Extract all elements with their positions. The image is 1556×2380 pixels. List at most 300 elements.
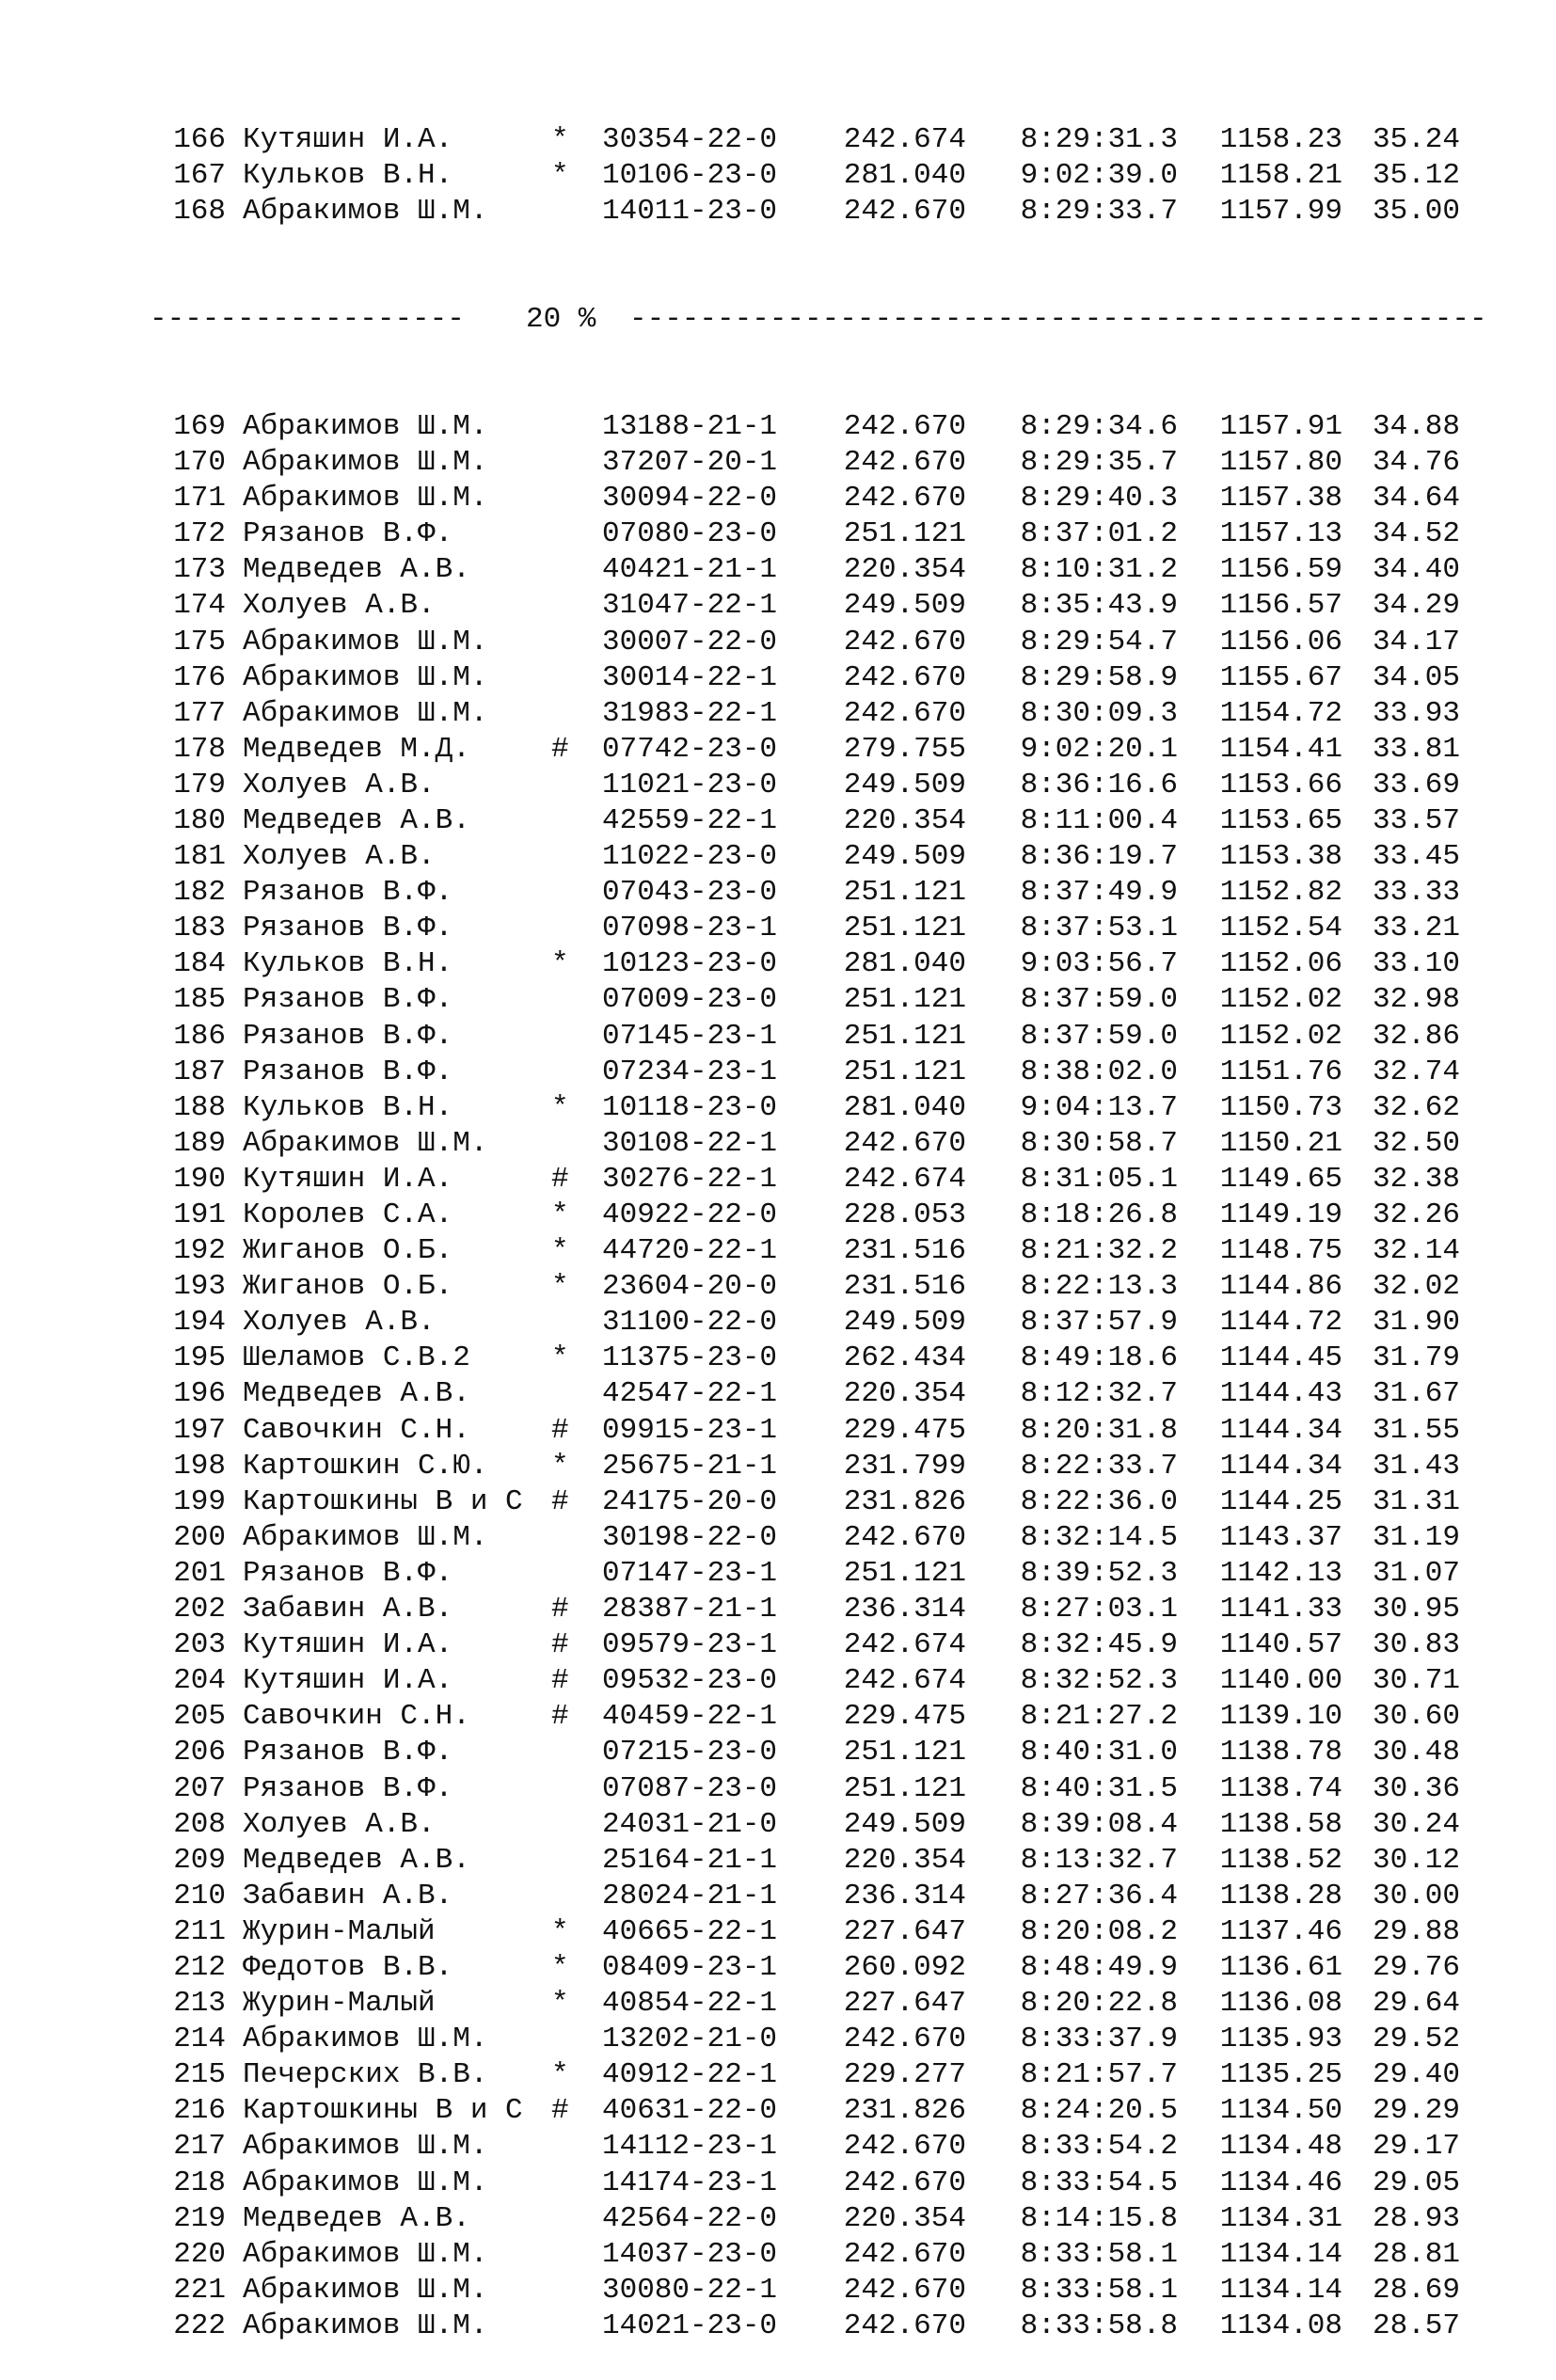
mark-symbol: * (551, 1090, 569, 1124)
ring-number: 42564-22-0 (602, 2201, 778, 2235)
distance: 242.670 (843, 409, 966, 443)
arrival-time: 8:22:36.0 (1020, 1484, 1178, 1518)
arrival-time: 8:21:32.2 (1020, 1234, 1178, 1268)
fancier-name: Рязанов В.Ф. (243, 1055, 453, 1088)
place-number: 185 (173, 983, 226, 1017)
place-number: 219 (173, 2201, 226, 2235)
place-number: 172 (173, 517, 226, 551)
ring-number: 13188-21-1 (602, 409, 778, 443)
ring-number: 30276-22-1 (602, 1162, 778, 1196)
arrival-time: 8:33:58.8 (1020, 2309, 1178, 2342)
arrival-time: 8:20:22.8 (1020, 1987, 1178, 2021)
speed: 1158.21 (1219, 159, 1342, 193)
points: 28.81 (1372, 2237, 1460, 2271)
table-row (151, 1126, 1509, 1162)
distance: 251.121 (843, 1055, 966, 1088)
arrival-time: 8:30:09.3 (1020, 696, 1178, 730)
table-row (151, 1592, 1509, 1627)
place-number: 170 (173, 446, 226, 480)
distance: 242.670 (843, 1126, 966, 1160)
distance: 251.121 (843, 983, 966, 1017)
speed: 1144.34 (1219, 1413, 1342, 1447)
mark-symbol: * (551, 2058, 569, 2092)
distance: 249.509 (843, 1306, 966, 1340)
place-number: 216 (173, 2094, 226, 2128)
ring-number: 14112-23-1 (602, 2130, 778, 2164)
distance: 228.053 (843, 1198, 966, 1231)
ring-number: 07147-23-1 (602, 1556, 778, 1590)
distance: 242.670 (843, 660, 966, 694)
fancier-name: Королев С.А. (243, 1198, 453, 1231)
fancier-name: Холуев А.В. (243, 589, 436, 623)
table-row (151, 1627, 1509, 1663)
table-row (151, 839, 1509, 875)
fancier-name: Журин-Малый (243, 1914, 436, 1948)
table-row (151, 946, 1509, 982)
fancier-name: Рязанов В.Ф. (243, 912, 453, 945)
arrival-time: 8:30:58.7 (1020, 1126, 1178, 1160)
distance: 251.121 (843, 1736, 966, 1769)
ring-number: 10118-23-0 (602, 1090, 778, 1124)
points: 32.26 (1372, 1198, 1460, 1231)
distance: 249.509 (843, 768, 966, 801)
distance: 220.354 (843, 1843, 966, 1877)
fancier-name: Кульков В.Н. (243, 159, 453, 193)
table-row (151, 194, 1509, 230)
fancier-name: Печерских В.В. (243, 2058, 488, 2092)
distance: 251.121 (843, 1771, 966, 1805)
ring-number: 30354-22-0 (602, 123, 778, 157)
ring-number: 42547-22-1 (602, 1377, 778, 1411)
points: 33.21 (1372, 912, 1460, 945)
place-number: 177 (173, 696, 226, 730)
points: 34.29 (1372, 589, 1460, 623)
speed: 1134.14 (1219, 2273, 1342, 2307)
table-row (151, 1879, 1509, 1914)
mark-symbol: # (551, 1664, 569, 1698)
points: 31.19 (1372, 1520, 1460, 1554)
fancier-name: Медведев А.В. (243, 1377, 470, 1411)
table-row (151, 1950, 1509, 1986)
table-row (151, 1914, 1509, 1950)
speed: 1135.25 (1219, 2058, 1342, 2092)
speed: 1144.86 (1219, 1270, 1342, 1304)
place-number: 171 (173, 482, 226, 516)
ring-number: 09915-23-1 (602, 1413, 778, 1447)
ring-number: 40665-22-1 (602, 1914, 778, 1948)
fancier-name: Абракимов Ш.М. (243, 696, 488, 730)
ring-number: 42559-22-1 (602, 803, 778, 837)
ring-number: 23604-20-0 (602, 1270, 778, 1304)
distance: 220.354 (843, 1377, 966, 1411)
place-number: 221 (173, 2273, 226, 2307)
place-number: 201 (173, 1556, 226, 1590)
distance: 242.674 (843, 1664, 966, 1698)
arrival-time: 8:37:57.9 (1020, 1306, 1178, 1340)
fancier-name: Холуев А.В. (243, 840, 436, 874)
speed: 1156.06 (1219, 625, 1342, 658)
fancier-name: Картошкины В и С (243, 2094, 523, 2128)
distance: 220.354 (843, 2201, 966, 2235)
points: 30.24 (1372, 1807, 1460, 1841)
ring-number: 14011-23-0 (602, 195, 778, 229)
mark-symbol: * (551, 123, 569, 157)
table-row (151, 2309, 1509, 2344)
distance: 260.092 (843, 1950, 966, 1984)
fancier-name: Абракимов Ш.М. (243, 409, 488, 443)
table-row (151, 2057, 1509, 2093)
fancier-name: Абракимов Ш.М. (243, 2309, 488, 2342)
ring-number: 07080-23-0 (602, 517, 778, 551)
mark-symbol: # (551, 2094, 569, 2128)
speed: 1152.02 (1219, 1019, 1342, 1053)
place-number: 203 (173, 1628, 226, 1662)
ring-number: 25675-21-1 (602, 1449, 778, 1483)
table-row (151, 1341, 1509, 1376)
speed: 1152.82 (1219, 876, 1342, 910)
distance: 242.670 (843, 1520, 966, 1554)
distance: 242.670 (843, 2273, 966, 2307)
points: 31.07 (1372, 1556, 1460, 1590)
table-row (151, 1376, 1509, 1412)
speed: 1143.37 (1219, 1520, 1342, 1554)
fancier-name: Абракимов Ш.М. (243, 660, 488, 694)
distance: 242.670 (843, 446, 966, 480)
table-row (151, 1305, 1509, 1341)
fancier-name: Медведев М.Д. (243, 732, 470, 766)
speed: 1138.58 (1219, 1807, 1342, 1841)
distance: 242.670 (843, 2166, 966, 2199)
speed: 1148.75 (1219, 1234, 1342, 1268)
fancier-name: Жиганов О.Б. (243, 1234, 453, 1268)
speed: 1152.54 (1219, 912, 1342, 945)
arrival-time: 8:32:45.9 (1020, 1628, 1178, 1662)
arrival-time: 8:21:27.2 (1020, 1700, 1178, 1734)
mark-symbol: * (551, 1449, 569, 1483)
place-number: 183 (173, 912, 226, 945)
ring-number: 31047-22-1 (602, 589, 778, 623)
table-row (151, 1090, 1509, 1126)
speed: 1152.06 (1219, 947, 1342, 981)
distance: 242.674 (843, 123, 966, 157)
fancier-name: Рязанов В.Ф. (243, 1556, 453, 1590)
table-row (151, 2022, 1509, 2057)
fancier-name: Кутяшин И.А. (243, 123, 453, 157)
fancier-name: Рязанов В.Ф. (243, 517, 453, 551)
fancier-name: Абракимов Ш.М. (243, 482, 488, 516)
arrival-time: 8:37:59.0 (1020, 1019, 1178, 1053)
distance: 249.509 (843, 840, 966, 874)
fancier-name: Медведев А.В. (243, 803, 470, 837)
points: 28.57 (1372, 2309, 1460, 2342)
ring-number: 07742-23-0 (602, 732, 778, 766)
place-number: 206 (173, 1736, 226, 1769)
mark-symbol: * (551, 1950, 569, 1984)
speed: 1157.91 (1219, 409, 1342, 443)
mark-symbol: * (551, 1987, 569, 2021)
distance: 251.121 (843, 1556, 966, 1590)
table-row (151, 2093, 1509, 2129)
table-row (151, 1699, 1509, 1735)
fancier-name: Шеламов С.В.2 (243, 1341, 470, 1375)
speed: 1142.13 (1219, 1556, 1342, 1590)
fancier-name: Холуев А.В. (243, 1306, 436, 1340)
arrival-time: 8:49:18.6 (1020, 1341, 1178, 1375)
speed: 1144.25 (1219, 1484, 1342, 1518)
ring-number: 37207-20-1 (602, 446, 778, 480)
mark-symbol: # (551, 1413, 569, 1447)
place-number: 199 (173, 1484, 226, 1518)
arrival-time: 8:27:36.4 (1020, 1879, 1178, 1912)
place-number: 189 (173, 1126, 226, 1160)
separator-right-dashes: ------------------------------------------------- (629, 302, 1487, 336)
table-row (151, 982, 1509, 1018)
place-number: 213 (173, 1987, 226, 2021)
place-number: 207 (173, 1771, 226, 1805)
speed: 1144.72 (1219, 1306, 1342, 1340)
place-number: 188 (173, 1090, 226, 1124)
distance: 231.826 (843, 2094, 966, 2128)
ring-number: 14174-23-1 (602, 2166, 778, 2199)
points: 29.76 (1372, 1950, 1460, 1984)
speed: 1157.99 (1219, 195, 1342, 229)
points: 34.52 (1372, 517, 1460, 551)
fancier-name: Рязанов В.Ф. (243, 1019, 453, 1053)
percent-separator (150, 302, 1509, 338)
arrival-time: 8:22:33.7 (1020, 1449, 1178, 1483)
speed: 1138.52 (1219, 1843, 1342, 1877)
place-number: 182 (173, 876, 226, 910)
table-row (151, 2201, 1509, 2237)
ring-number: 30108-22-1 (602, 1126, 778, 1160)
speed: 1157.80 (1219, 446, 1342, 480)
distance: 231.799 (843, 1449, 966, 1483)
place-number: 222 (173, 2309, 226, 2342)
fancier-name: Жиганов О.Б. (243, 1270, 453, 1304)
ring-number: 07098-23-1 (602, 912, 778, 945)
speed: 1156.59 (1219, 553, 1342, 587)
arrival-time: 8:33:54.5 (1020, 2166, 1178, 2199)
distance: 251.121 (843, 876, 966, 910)
mark-symbol: # (551, 1700, 569, 1734)
ring-number: 30198-22-0 (602, 1520, 778, 1554)
arrival-time: 8:40:31.0 (1020, 1736, 1178, 1769)
table-row (151, 122, 1509, 158)
ring-number: 30007-22-0 (602, 625, 778, 658)
points: 30.83 (1372, 1628, 1460, 1662)
distance: 251.121 (843, 912, 966, 945)
speed: 1140.00 (1219, 1664, 1342, 1698)
place-number: 194 (173, 1306, 226, 1340)
points: 31.43 (1372, 1449, 1460, 1483)
distance: 229.277 (843, 2058, 966, 2092)
arrival-time: 8:38:02.0 (1020, 1055, 1178, 1088)
place-number: 175 (173, 625, 226, 658)
arrival-time: 8:37:01.2 (1020, 517, 1178, 551)
points: 29.40 (1372, 2058, 1460, 2092)
fancier-name: Федотов В.В. (243, 1950, 453, 1984)
table-row (151, 1019, 1509, 1055)
speed: 1144.34 (1219, 1449, 1342, 1483)
points: 30.71 (1372, 1664, 1460, 1698)
fancier-name: Медведев А.В. (243, 2201, 470, 2235)
table-row (151, 1735, 1509, 1770)
place-number: 190 (173, 1162, 226, 1196)
speed: 1137.46 (1219, 1914, 1342, 1948)
speed: 1135.93 (1219, 2023, 1342, 2056)
arrival-time: 8:33:58.1 (1020, 2273, 1178, 2307)
arrival-time: 8:40:31.5 (1020, 1771, 1178, 1805)
points: 35.12 (1372, 159, 1460, 193)
ring-number: 08409-23-1 (602, 1950, 778, 1984)
mark-symbol: # (551, 732, 569, 766)
place-number: 187 (173, 1055, 226, 1088)
place-number: 208 (173, 1807, 226, 1841)
table-row (151, 552, 1509, 588)
place-number: 167 (173, 159, 226, 193)
fancier-name: Забавин А.В. (243, 1879, 453, 1912)
speed: 1134.46 (1219, 2166, 1342, 2199)
ring-number: 24031-21-0 (602, 1807, 778, 1841)
fancier-name: Абракимов Ш.М. (243, 446, 488, 480)
fancier-name: Журин-Малый (243, 1987, 436, 2021)
fancier-name: Холуев А.В. (243, 768, 436, 801)
fancier-name: Кульков В.Н. (243, 947, 453, 981)
ring-number: 10106-23-0 (602, 159, 778, 193)
ring-number: 40631-22-0 (602, 2094, 778, 2128)
place-number: 215 (173, 2058, 226, 2092)
arrival-time: 8:48:49.9 (1020, 1950, 1178, 1984)
fancier-name: Медведев А.В. (243, 1843, 470, 1877)
distance: 231.826 (843, 1484, 966, 1518)
arrival-time: 9:03:56.7 (1020, 947, 1178, 981)
place-number: 193 (173, 1270, 226, 1304)
mark-symbol: # (551, 1484, 569, 1518)
ring-number: 11375-23-0 (602, 1341, 778, 1375)
distance: 249.509 (843, 589, 966, 623)
arrival-time: 9:02:39.0 (1020, 159, 1178, 193)
distance: 281.040 (843, 1090, 966, 1124)
distance: 242.670 (843, 696, 966, 730)
ring-number: 30080-22-1 (602, 2273, 778, 2307)
table-row (151, 875, 1509, 911)
ring-number: 28024-21-1 (602, 1879, 778, 1912)
table-row (151, 911, 1509, 946)
arrival-time: 8:14:15.8 (1020, 2201, 1178, 2235)
points: 29.17 (1372, 2130, 1460, 2164)
fancier-name: Медведев А.В. (243, 553, 470, 587)
distance: 227.647 (843, 1987, 966, 2021)
ring-number: 14021-23-0 (602, 2309, 778, 2342)
speed: 1156.57 (1219, 589, 1342, 623)
place-number: 212 (173, 1950, 226, 1984)
points: 29.64 (1372, 1987, 1460, 2021)
fancier-name: Абракимов Ш.М. (243, 2130, 488, 2164)
arrival-time: 8:39:52.3 (1020, 1556, 1178, 1590)
fancier-name: Картошкин С.Ю. (243, 1449, 488, 1483)
table-row (151, 158, 1509, 194)
ring-number: 28387-21-1 (602, 1593, 778, 1626)
fancier-name: Рязанов В.Ф. (243, 983, 453, 1017)
distance: 242.670 (843, 2130, 966, 2164)
table-row (151, 660, 1509, 696)
distance: 242.670 (843, 2309, 966, 2342)
table-row (151, 1413, 1509, 1449)
distance: 236.314 (843, 1879, 966, 1912)
ring-number: 24175-20-0 (602, 1484, 778, 1518)
place-number: 209 (173, 1843, 226, 1877)
distance: 220.354 (843, 803, 966, 837)
ring-number: 07087-23-0 (602, 1771, 778, 1805)
points: 34.05 (1372, 660, 1460, 694)
points: 34.88 (1372, 409, 1460, 443)
points: 30.60 (1372, 1700, 1460, 1734)
fancier-name: Абракимов Ш.М. (243, 625, 488, 658)
speed: 1138.78 (1219, 1736, 1342, 1769)
points: 31.67 (1372, 1377, 1460, 1411)
table-row (151, 1986, 1509, 2022)
table-row (151, 1771, 1509, 1807)
arrival-time: 8:29:58.9 (1020, 660, 1178, 694)
table-row (151, 1520, 1509, 1556)
mark-symbol: * (551, 1198, 569, 1231)
table-row (151, 1162, 1509, 1198)
points: 33.81 (1372, 732, 1460, 766)
points: 32.98 (1372, 983, 1460, 1017)
arrival-time: 8:33:37.9 (1020, 2023, 1178, 2056)
arrival-time: 8:18:26.8 (1020, 1198, 1178, 1231)
points: 30.36 (1372, 1771, 1460, 1805)
table-row (151, 588, 1509, 624)
speed: 1141.33 (1219, 1593, 1342, 1626)
place-number: 178 (173, 732, 226, 766)
points: 34.76 (1372, 446, 1460, 480)
table-row (151, 2237, 1509, 2273)
fancier-name: Абракимов Ш.М. (243, 195, 488, 229)
table-row (151, 1663, 1509, 1699)
table-row (151, 1449, 1509, 1484)
points: 35.24 (1372, 123, 1460, 157)
arrival-time: 8:29:34.6 (1020, 409, 1178, 443)
points: 28.69 (1372, 2273, 1460, 2307)
speed: 1153.65 (1219, 803, 1342, 837)
ring-number: 07215-23-0 (602, 1736, 778, 1769)
mark-symbol: * (551, 159, 569, 193)
fancier-name: Рязанов В.Ф. (243, 1736, 453, 1769)
distance: 229.475 (843, 1700, 966, 1734)
arrival-time: 8:20:31.8 (1020, 1413, 1178, 1447)
mark-symbol: # (551, 1593, 569, 1626)
table-row (151, 1233, 1509, 1269)
table-row (151, 409, 1509, 445)
fancier-name: Рязанов В.Ф. (243, 876, 453, 910)
fancier-name: Савочкин С.Н. (243, 1700, 470, 1734)
arrival-time: 8:37:59.0 (1020, 983, 1178, 1017)
arrival-time: 8:36:16.6 (1020, 768, 1178, 801)
speed: 1134.50 (1219, 2094, 1342, 2128)
speed: 1153.38 (1219, 840, 1342, 874)
arrival-time: 9:02:20.1 (1020, 732, 1178, 766)
points: 29.52 (1372, 2023, 1460, 2056)
ring-number: 11021-23-0 (602, 768, 778, 801)
distance: 242.670 (843, 625, 966, 658)
mark-symbol: # (551, 1628, 569, 1662)
arrival-time: 8:29:54.7 (1020, 625, 1178, 658)
arrival-time: 8:36:19.7 (1020, 840, 1178, 874)
ring-number: 07234-23-1 (602, 1055, 778, 1088)
arrival-time: 8:20:08.2 (1020, 1914, 1178, 1948)
ring-number: 13202-21-0 (602, 2023, 778, 2056)
